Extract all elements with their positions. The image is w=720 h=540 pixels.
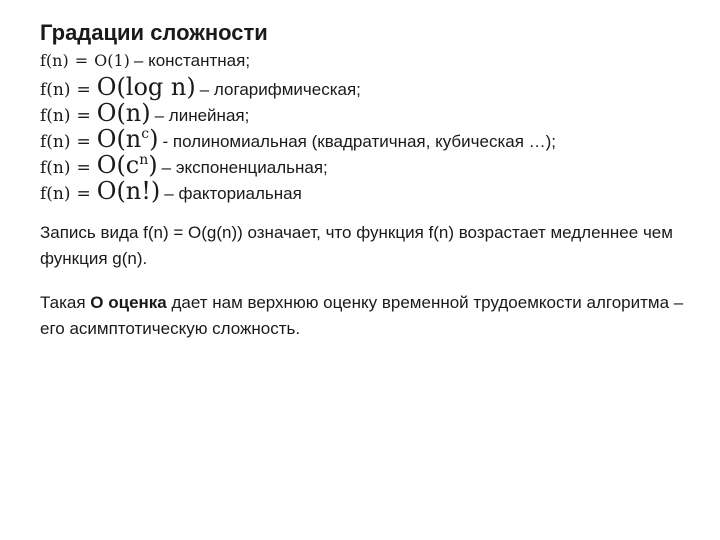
formula-lhs: f(n): [40, 80, 71, 100]
grade-row-factorial: [40, 178, 700, 204]
complexity-description: – факториальная: [164, 184, 302, 203]
complexity-description: – экспоненциальная;: [161, 158, 328, 177]
formula-lhs: f(n): [40, 132, 71, 152]
estimate-paragraph: [40, 290, 700, 342]
complexity-description: - полиномиальная (квадратичная, кубическая …);: [162, 132, 557, 151]
complexity-list: [40, 48, 700, 204]
complexity-description: – константная;: [133, 51, 251, 70]
formula-equals: =: [76, 132, 91, 152]
formula-equals: =: [76, 184, 91, 204]
slide-title: Градации сложности: [40, 20, 268, 45]
complexity-description: – линейная;: [154, 106, 250, 125]
big-o-base: O(n: [96, 125, 142, 153]
big-o-exponent: n: [139, 152, 149, 168]
estimate-bold-term: O оценка: [90, 293, 167, 312]
estimate-text-before: Такая: [40, 293, 91, 312]
estimate-text-after: дает нам верхнюю оценку временной трудоемкости алгоритма – его асимптотическую сложность.: [40, 293, 684, 338]
big-o-exponent: c: [141, 126, 150, 142]
big-o-expression: O(log n): [96, 73, 196, 101]
big-o-expression: [97, 126, 159, 152]
formula-equals: =: [76, 80, 91, 100]
grade-row-constant: [40, 48, 700, 74]
big-o-close: ): [149, 125, 159, 153]
big-o-expression: O(1): [94, 51, 130, 70]
grade-row-polynomial: [40, 126, 700, 152]
formula-lhs: f(n): [40, 158, 71, 178]
big-o-expression: [97, 152, 158, 178]
complexity-description: – логарифмическая;: [199, 80, 361, 99]
formula-lhs: f(n): [40, 184, 71, 204]
formula-lhs: f(n): [40, 51, 69, 70]
big-o-base: O(c: [96, 151, 140, 179]
big-o-expression: O(n): [96, 99, 151, 127]
big-o-close: ): [148, 151, 158, 179]
grade-row-exponential: [40, 152, 700, 178]
definition-paragraph: Запись вида f(n) = O(g(n)) означает, что функция f(n) возрастает медленнее чем функция g(n).: [40, 223, 673, 268]
formula-equals: =: [74, 51, 89, 70]
formula-equals: =: [76, 106, 91, 126]
formula-lhs: f(n): [40, 106, 71, 126]
grade-row-linear: [40, 100, 700, 126]
formula-equals: =: [76, 158, 91, 178]
grade-row-logarithmic: [40, 74, 700, 100]
big-o-expression: O(n!): [96, 177, 161, 205]
